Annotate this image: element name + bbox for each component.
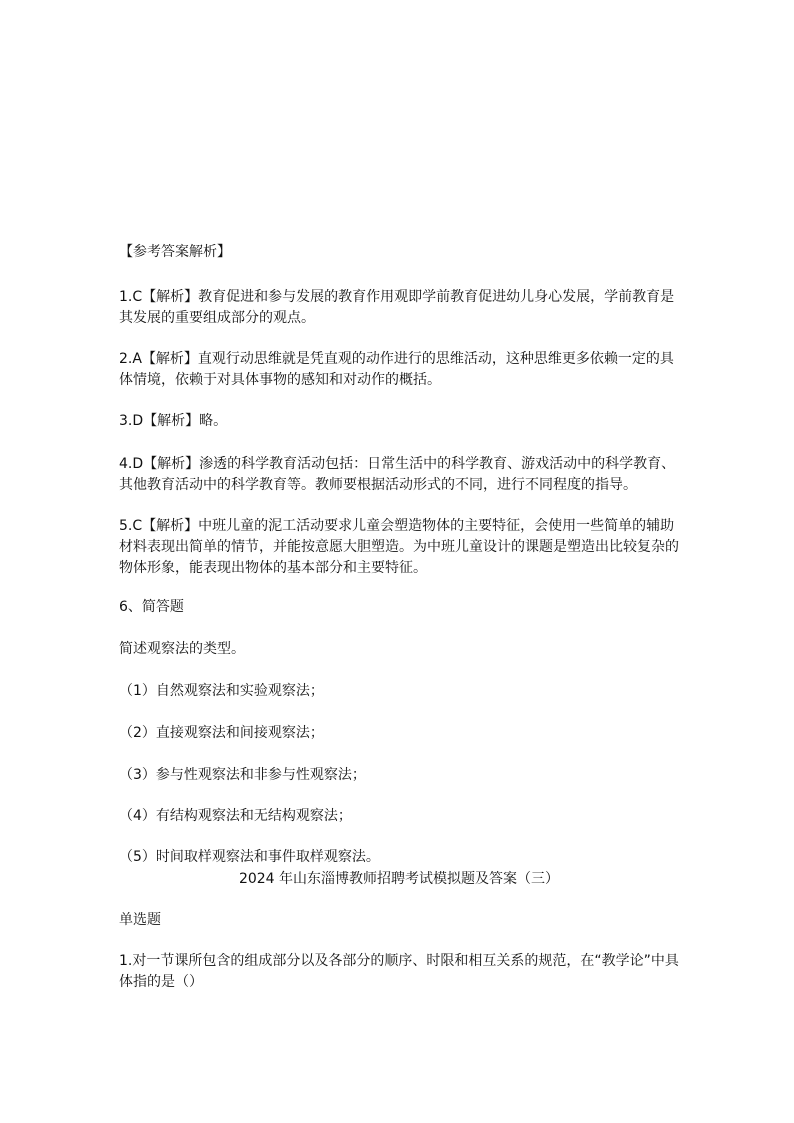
short-answer-question: 简述观察法的类型。 [119, 641, 245, 657]
answer-2: 2.A【解析】直观行动思维就是凭直观的动作进行的思维活动，这种思维更多依赖一定的具体情境，依赖于对具体事物的感知和对动作的概括。 [119, 351, 674, 388]
answer-3: 3.D【解析】略。 [119, 413, 228, 429]
answer-5: 5.C【解析】中班儿童的泥工活动要求儿童会塑造物体的主要特征，会使用一些简单的辅助材料表现出简单的情节，并能按意愿大胆塑造。为中班儿童设计的课题是塑造出比较复杂的物体形象，能表现出物体的基本部分和主要特征。 [119, 518, 679, 576]
short-answer-item: （1）自然观察法和实验观察法； [119, 683, 324, 699]
single-choice-heading: 单选题 [119, 912, 161, 928]
answer-4: 4.D【解析】渗透的科学教育活动包括：日常生活中的科学教育、游戏活动中的科学教育、其他教育活动中的科学教育等。教师要根据活动形式的不同，进行不同程度的指导。 [119, 456, 676, 493]
short-answer-heading: 6、简答题 [119, 599, 184, 615]
question-1: 1.对一节课所包含的组成部分以及各部分的顺序、时限和相互关系的规范，在“教学论”中具体指的是（） [119, 953, 679, 990]
short-answer-item: （5）时间取样观察法和事件取样观察法。 [119, 849, 380, 865]
answer-1: 1.C【解析】教育促进和参与发展的教育作用观即学前教育促进幼儿身心发展，学前教育是其发展的重要组成部分的观点。 [119, 289, 675, 326]
short-answer-item: （4）有结构观察法和无结构观察法； [119, 808, 352, 824]
answer-section-title: 【参考答案解析】 [119, 244, 231, 260]
next-document-title: 2024 年山东淄博教师招聘考试模拟题及答案（三） [238, 871, 560, 887]
short-answer-item: （3）参与性观察法和非参与性观察法； [119, 767, 366, 783]
short-answer-item: （2）直接观察法和间接观察法； [119, 725, 324, 741]
